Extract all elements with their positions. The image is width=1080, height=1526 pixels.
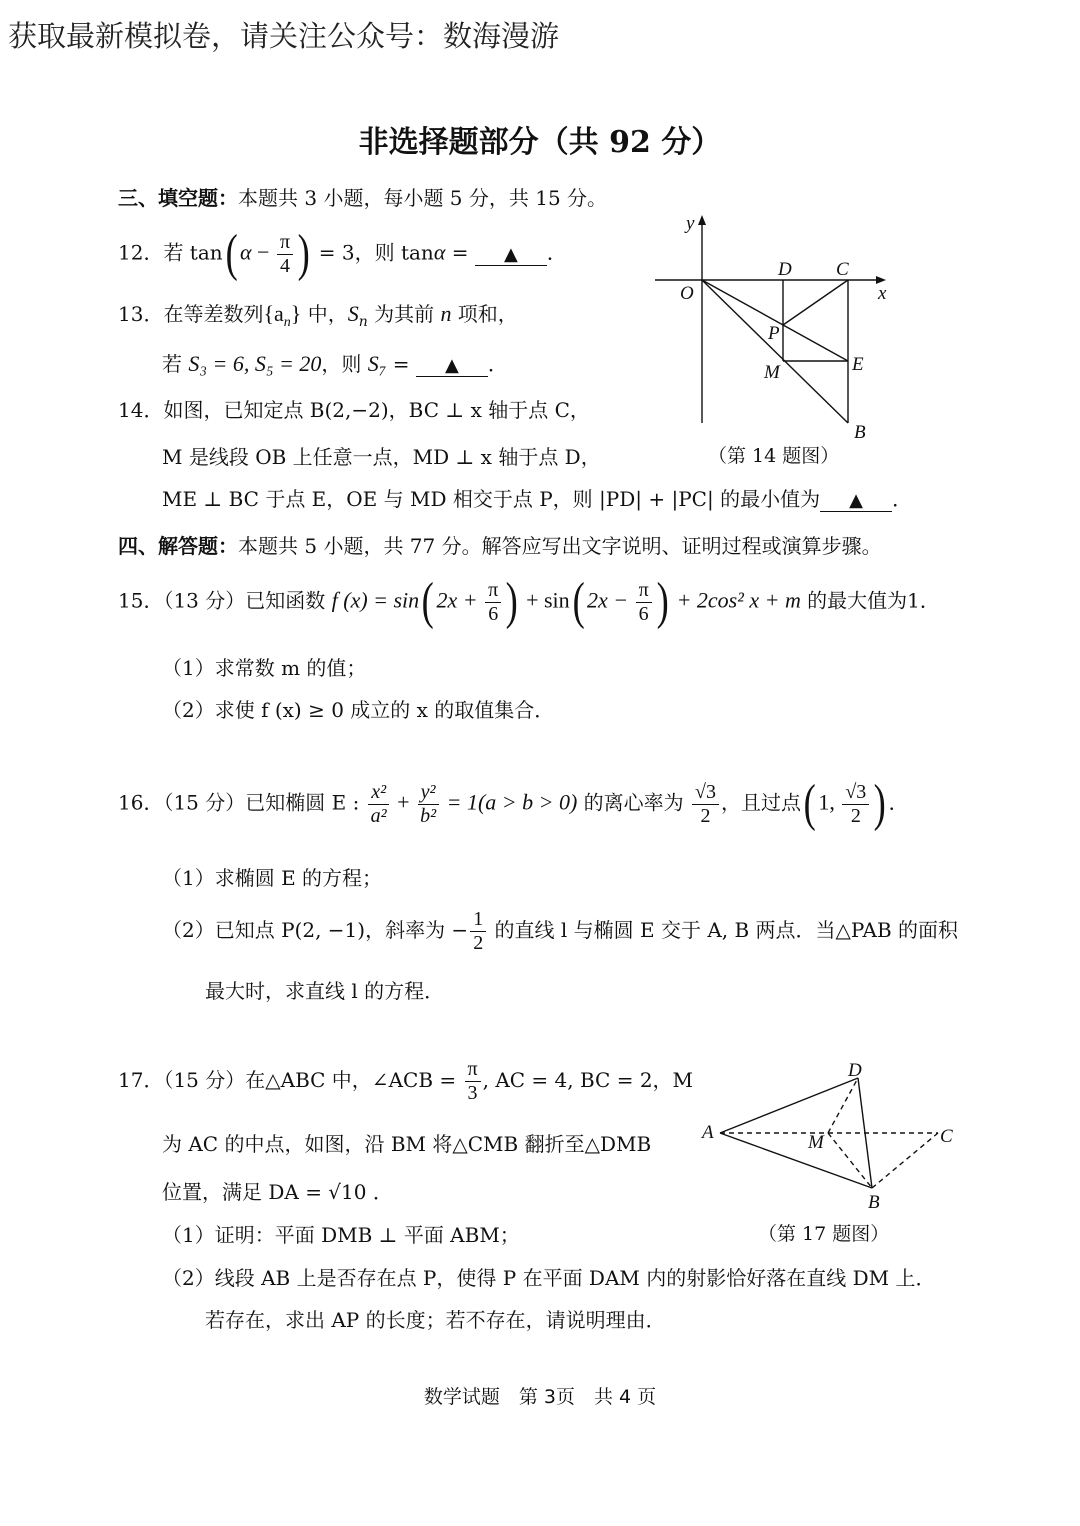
question-17-line3: 位置，满足 DA = √10 ． <box>162 1180 393 1204</box>
segment-BC <box>872 1133 938 1188</box>
answer-blank[interactable]: ▲ <box>416 355 488 377</box>
section-4-heading: 四、解答题：本题共 5 小题，共 77 分。解答应写出文字说明、证明过程或演算步骤。 <box>118 534 882 558</box>
label-A: A <box>702 1122 714 1143</box>
label-x: x <box>878 283 887 304</box>
segment-MD <box>828 1078 858 1133</box>
answer-blank[interactable]: ▲ <box>475 244 547 266</box>
figure-14 <box>640 205 910 470</box>
watermark: 获取最新模拟卷，请关注公众号：数海漫游 <box>8 19 560 53</box>
page-footer: 数学试题 第 3页 共 4 页 <box>423 1386 657 1408</box>
segment-OB <box>702 280 848 423</box>
question-13-line2: 若 S₃ = 6, S₅ = 20，则 S₇ = ▲ ． <box>162 351 508 376</box>
question-16-part1: （1）求椭圆 E 的方程； <box>162 866 383 890</box>
question-15-part2: （2）求使 f (x) ≥ 0 成立的 x 的取值集合． <box>162 698 555 722</box>
question-15: 15．（13 分）已知函数 f (x) = sin( 2x + $\frac{\pi}{6}$ ) + sin( 2x − $\frac{\pi}{6}$ ) + 2cos² x + m 的最大值为1． <box>118 573 940 630</box>
label-C: C <box>940 1126 953 1147</box>
question-17-part2-line2: 若存在，求出 AP 的长度；若不存在，请说明理由． <box>205 1308 666 1332</box>
label-y: y <box>686 213 695 234</box>
y-arrow-icon <box>698 215 706 225</box>
segment-PC <box>783 280 848 325</box>
question-17-line2: 为 AC 的中点，如图，沿 BM 将△CMB 翻折至△DMB <box>162 1132 652 1156</box>
label-E: E <box>852 354 864 375</box>
label-B: B <box>854 422 866 443</box>
question-12: 12．若 tan( α − $\frac{\pi}{4}$ ) = 3，则 tanα = ▲ ． <box>118 225 567 282</box>
label-B: B <box>868 1192 880 1213</box>
segment-OE <box>702 280 848 361</box>
label-C: C <box>836 259 849 280</box>
figure-17-caption: （第 17 题图） <box>758 1223 890 1245</box>
question-15-part1: （1）求常数 m 的值； <box>162 656 367 680</box>
question-16-part2-line2: 最大时，求直线 l 的方程． <box>205 979 445 1003</box>
question-13: 13．在等差数列$\{a_n\}$ 中，$S_n$ 为其前 n 项和， <box>118 301 518 330</box>
label-D: D <box>778 259 792 280</box>
answer-blank[interactable]: ▲ <box>820 490 892 512</box>
segment-AB <box>720 1133 872 1188</box>
question-16-part2: （2）已知点 P(2, −1)，斜率为 − $\frac{1}{2}$ 的直线 l 与椭圆 E 交于 A, B 两点．当△PAB 的面积 <box>162 908 959 954</box>
label-M: M <box>808 1132 824 1153</box>
figure-14-caption: （第 14 题图） <box>708 445 840 467</box>
question-17: 17．（15 分）在△ABC 中，∠ACB = $\frac{\pi}{3}$ , AC = 4, BC = 2，M <box>118 1058 694 1104</box>
question-14: 14．如图，已知定点 B(2,−2)，BC ⊥ x 轴于点 C， <box>118 398 590 422</box>
figure-17 <box>690 1060 970 1220</box>
label-D: D <box>848 1060 862 1081</box>
question-17-part1: （1）证明：平面 DMB ⊥ 平面 ABM； <box>162 1223 520 1247</box>
label-O: O <box>680 283 694 304</box>
question-16: 16．（15 分）已知椭圆 E : $\frac{\text{x²}}{\text{a²}}$ + $\frac{\text{y²}}{\text{b²}}$ = 1(a > b > 0) 的离心率为 $\frac{√3}{2}$ ，且过点( 1, $\frac{√3}{2}$ ) ． <box>118 775 909 832</box>
label-M: M <box>764 362 780 383</box>
question-14-line3: ME ⊥ BC 于点 E，OE 与 MD 相交于点 P，则 |PD| + |PC| 的最小值为 ▲ ． <box>162 487 913 511</box>
label-P: P <box>768 323 780 344</box>
question-14-line2: M 是线段 OB 上任意一点，MD ⊥ x 轴于点 D， <box>162 445 601 469</box>
segment-AD <box>720 1078 858 1133</box>
page-title: 非选择题部分（共 92 分） <box>358 125 722 160</box>
section-3-heading: 三、填空题：本题共 3 小题，每小题 5 分，共 15 分。 <box>118 186 608 210</box>
question-17-part2: （2）线段 AB 上是否存在点 P，使得 P 在平面 DAM 内的射影恰好落在直线 DM 上． <box>162 1266 936 1290</box>
